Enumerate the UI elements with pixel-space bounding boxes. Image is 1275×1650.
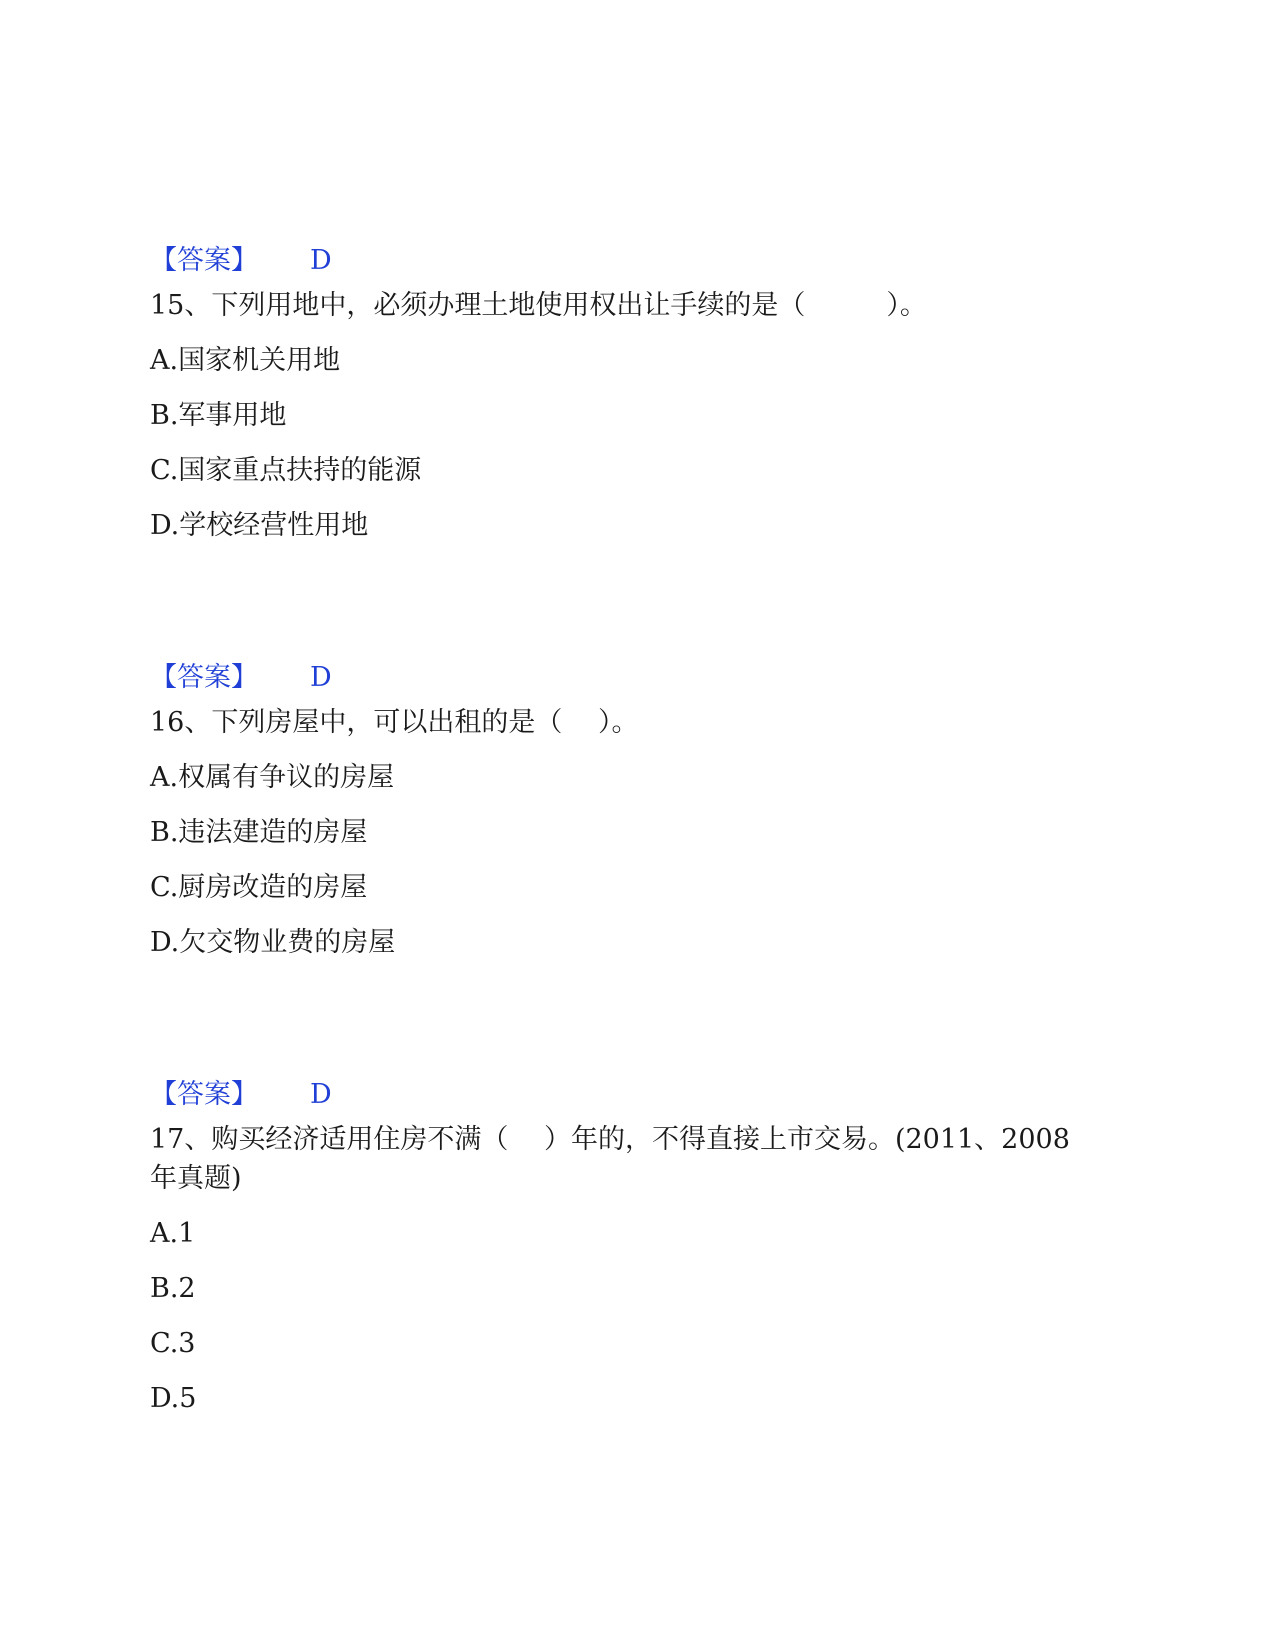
answer-value: D xyxy=(310,1079,332,1110)
answer-label: 【答案】 xyxy=(150,245,258,276)
question-stem: 15、下列用地中，必须办理土地使用权出让手续的是（ ）。 xyxy=(150,290,927,321)
question-stem-line-2: 年真题) xyxy=(150,1163,242,1194)
option-a: A.1 xyxy=(150,1218,196,1249)
option-d: D.欠交物业费的房屋 xyxy=(150,927,396,958)
answer-value: D xyxy=(310,662,332,693)
option-c: C.3 xyxy=(150,1328,196,1359)
option-a: A.权属有争议的房屋 xyxy=(150,762,395,793)
question-stem-line-1: 17、购买经济适用住房不满（ ）年的，不得直接上市交易。(2011、2008 xyxy=(150,1124,1070,1155)
question-stem: 16、下列房屋中，可以出租的是（ ）。 xyxy=(150,707,639,738)
option-d: D.学校经营性用地 xyxy=(150,510,369,541)
option-c: C.厨房改造的房屋 xyxy=(150,872,368,903)
answer-row xyxy=(150,659,332,697)
option-a: A.国家机关用地 xyxy=(150,345,341,376)
answer-row xyxy=(150,1076,332,1114)
answer-row xyxy=(150,242,332,280)
answer-label: 【答案】 xyxy=(150,662,258,693)
option-b: B.2 xyxy=(150,1273,196,1304)
option-b: B.违法建造的房屋 xyxy=(150,817,368,848)
answer-value: D xyxy=(310,245,332,276)
option-b: B.军事用地 xyxy=(150,400,287,431)
option-c: C.国家重点扶持的能源 xyxy=(150,455,422,486)
option-d: D.5 xyxy=(150,1383,197,1414)
answer-label: 【答案】 xyxy=(150,1079,258,1110)
